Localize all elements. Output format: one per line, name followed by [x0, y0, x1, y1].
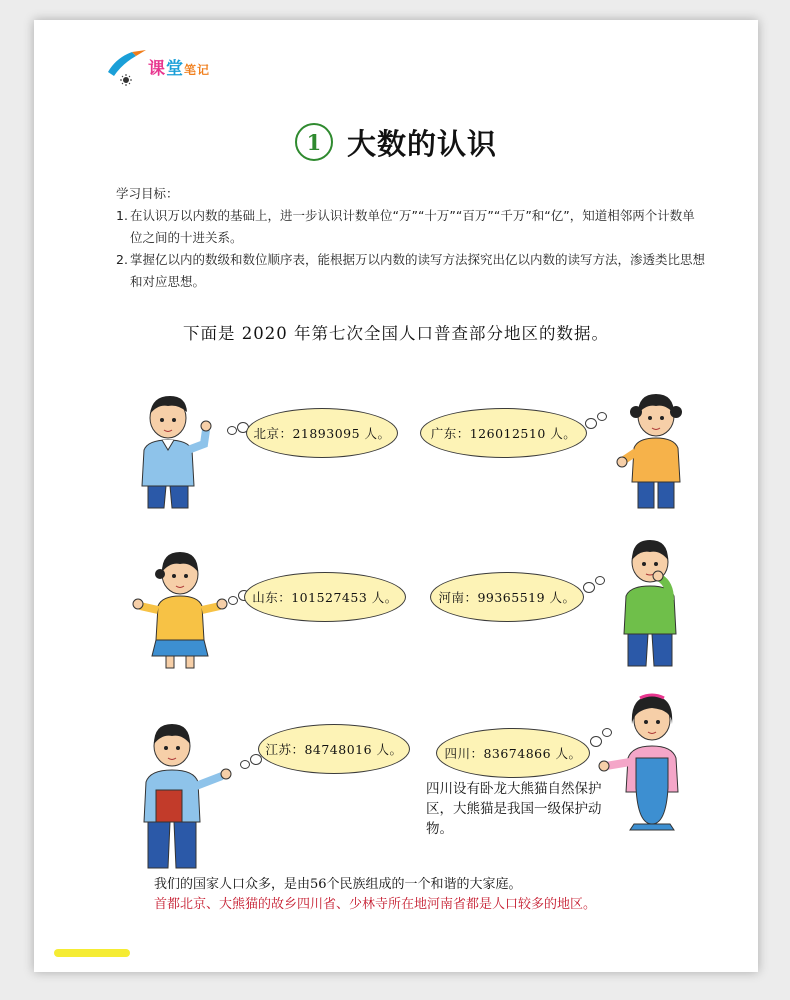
intro-sentence: 下面是 2020 年第七次全国人口普查部分地区的数据。: [183, 324, 609, 343]
goal-number: 2.: [116, 252, 128, 267]
textbook-page: [34, 20, 758, 972]
summary-line-1: 我们的国家人口众多，是由56个民族组成的一个和谐的大家庭。: [154, 877, 522, 892]
thought-bubble-dot: [227, 426, 237, 435]
goal-item: [116, 205, 706, 249]
population-bubble-shandong: 山东：101527453 人。: [244, 572, 406, 622]
paintbrush-icon: [106, 50, 152, 90]
girl-with-pigtails-illustration: [614, 386, 694, 510]
classroom-notes-logo: [106, 50, 256, 90]
goal-item: [116, 249, 706, 293]
boy-with-book-illustration: [132, 712, 242, 872]
lesson-number-badge: 1: [295, 123, 333, 161]
panda-note: 四川设有卧龙大熊猫自然保护区，大熊猫是我国一级保护动物。: [426, 781, 602, 837]
thought-bubble-dot: [597, 412, 607, 421]
highlighter-mark: [54, 949, 130, 957]
thought-bubble-dot: [595, 576, 605, 585]
population-bubble-jiangsu: 江苏：84748016 人。: [258, 724, 410, 774]
thought-bubble-dot: [583, 582, 595, 593]
summary-line-2: 首都北京、大熊猫的故乡四川省、少林寺所在地河南省都是人口较多的地区。: [154, 897, 597, 912]
goal-number: 1.: [116, 208, 128, 223]
logo-char-2: 堂: [166, 59, 184, 79]
logo-char-1: 课: [148, 59, 166, 79]
boy-pointing-illustration: [130, 390, 220, 510]
learning-goals: [116, 183, 706, 293]
logo-char-3: 笔记: [184, 63, 211, 77]
goal-text: 在认识万以内数的基础上，进一步认识计数单位“万”“十万”“百万”“千万”和“亿”，知道相邻两个计数单位之间的十进关系。: [130, 208, 695, 245]
population-bubble-sichuan: 四川：83674866 人。: [436, 728, 590, 778]
boy-thinking-illustration: [606, 530, 696, 670]
population-bubble-beijing: 北京：21893095 人。: [246, 408, 398, 458]
goals-heading: 学习目标：: [116, 186, 179, 201]
page-title: 大数的认识: [346, 126, 497, 161]
thought-bubble-dot: [585, 418, 597, 429]
population-bubble-henan: 河南：99365519 人。: [430, 572, 584, 622]
summary-text: [154, 875, 734, 915]
girl-shrugging-illustration: [130, 544, 230, 670]
lesson-title: [34, 120, 758, 164]
goal-text: 掌握亿以内的数级和数位顺序表，能根据万以内数的读写方法探究出亿以内数的读写方法，渗透类比思想和对应思想。: [130, 252, 706, 289]
thought-bubble-dot: [240, 760, 250, 769]
thought-bubble-dot: [228, 596, 238, 605]
population-bubble-guangdong: 广东：126012510 人。: [420, 408, 587, 458]
